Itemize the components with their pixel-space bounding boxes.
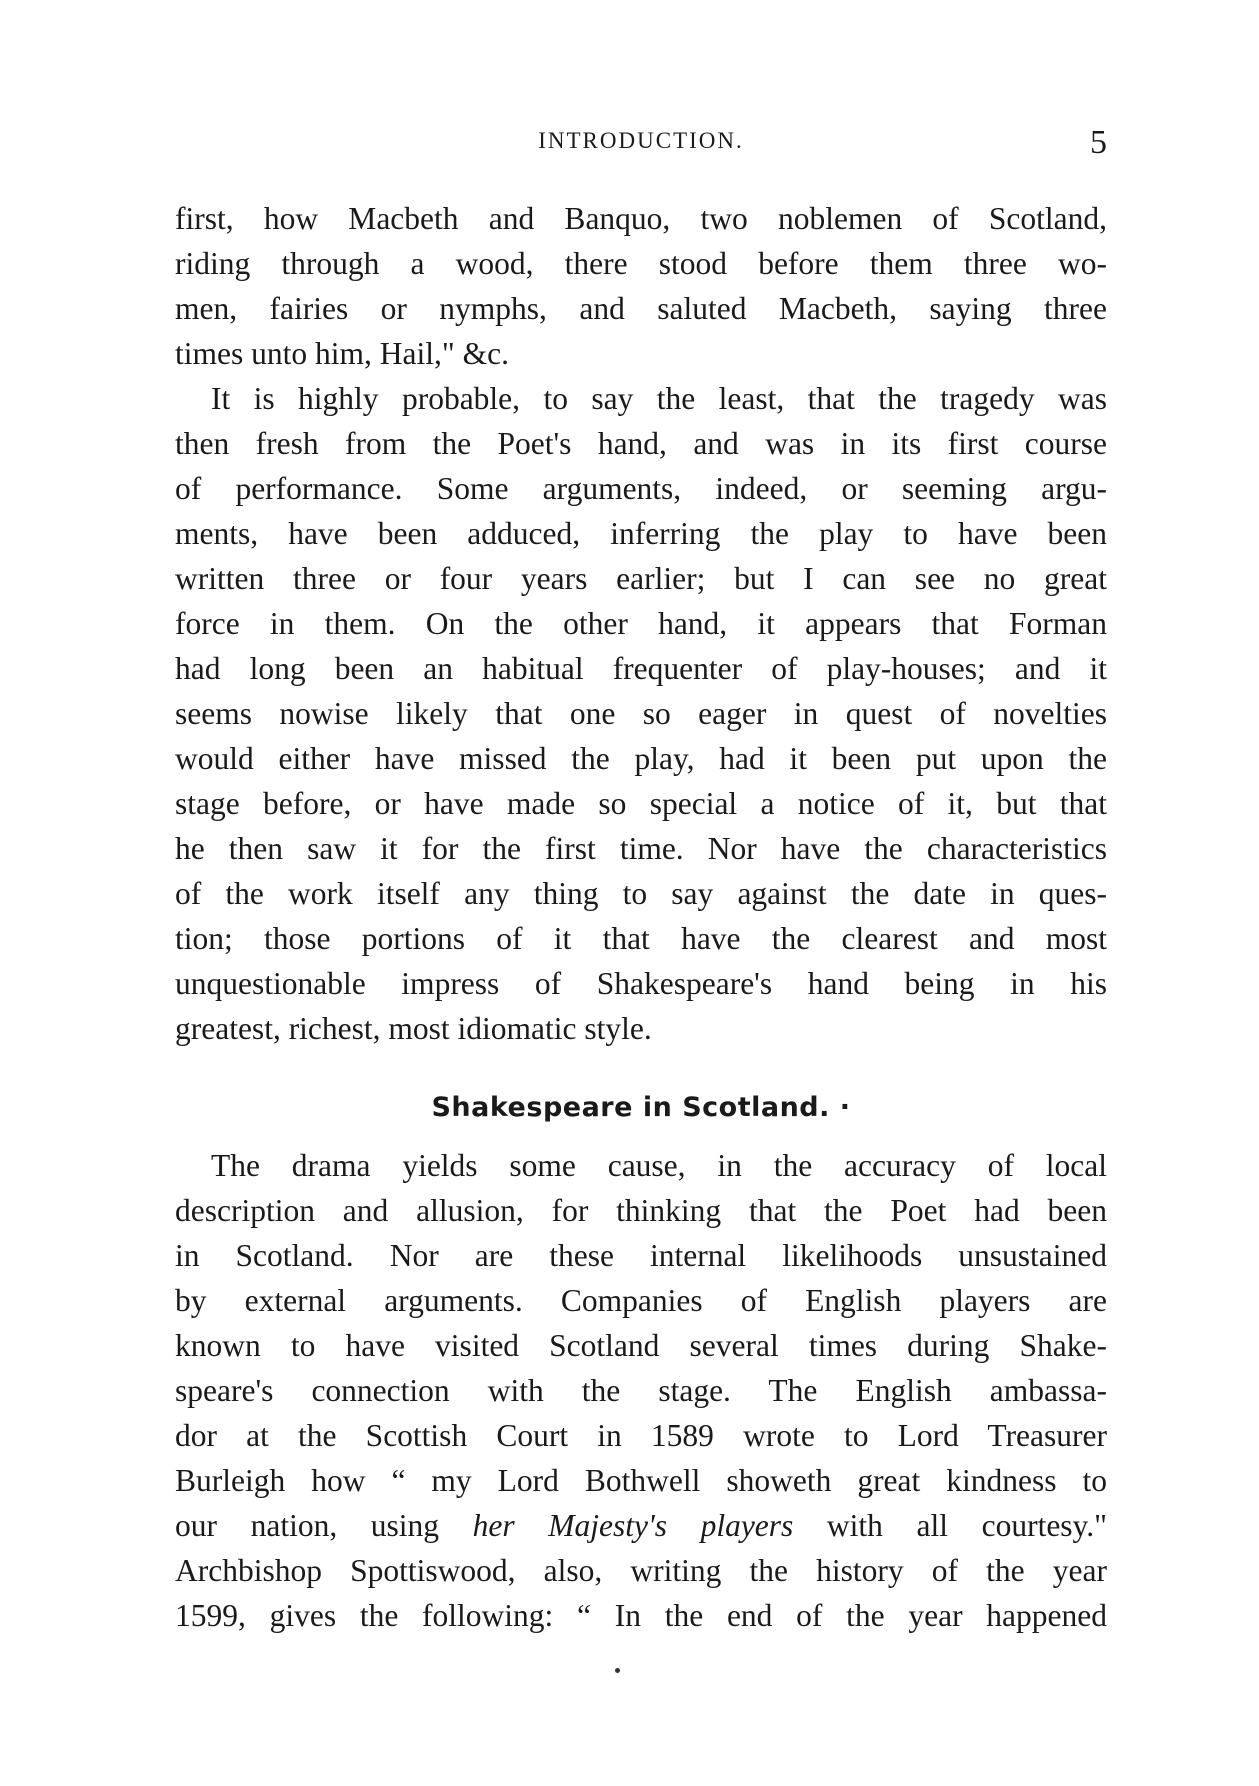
line-text-before-italic: our nation, using — [175, 1508, 473, 1543]
paragraph-3-line: speare's connection with the stage. The English ambassa- — [175, 1373, 1107, 1408]
paragraph-3-line: Archbishop Spottiswood, also, writing the history of the year — [175, 1553, 1107, 1588]
paragraph-3-line: description and allusion, for thinking that the Poet had been — [175, 1193, 1107, 1228]
paragraph-1-line: riding through a wood, there stood before them three wo- — [175, 246, 1107, 281]
paragraph-1-line: first, how Macbeth and Banquo, two noblemen of Scotland, — [175, 201, 1107, 236]
italic-phrase: her Majesty's players — [472, 1508, 794, 1543]
paragraph-2-line: written three or four years earlier; but I can see no great — [175, 561, 1107, 596]
paragraph-2-line: he then saw it for the first time. Nor have the characteristics — [175, 831, 1107, 866]
page-number: 5 — [1090, 124, 1107, 161]
paragraph-3-line: 1599, gives the following: “ In the end of the year happened — [175, 1598, 1107, 1633]
paragraph-2-line: It is highly probable, to say the least, that the tragedy was — [211, 381, 1107, 416]
paragraph-1-line: times unto him, Hail," &c. — [175, 336, 509, 371]
body-text — [175, 196, 1107, 1638]
running-title: INTRODUCTION. — [538, 128, 744, 153]
paragraph-2-line: stage before, or have made so special a notice of it, but that — [175, 786, 1107, 821]
paragraph-3-line: The drama yields some cause, in the accuracy of local — [211, 1148, 1107, 1183]
paragraph-2-line: ments, have been adduced, inferring the play to have been — [175, 516, 1107, 551]
print-speck — [615, 1668, 620, 1673]
paragraph-2-line: tion; those portions of it that have the clearest and most — [175, 921, 1107, 956]
paragraph-3-line-with-italic — [175, 1503, 1107, 1548]
paragraph-3-line: Burleigh how “ my Lord Bothwell showeth great kindness to — [175, 1463, 1107, 1498]
paragraph-2-line: would either have missed the play, had it been put upon the — [175, 741, 1107, 776]
paragraph-1-line: men, fairies or nymphs, and saluted Macbeth, saying three — [175, 291, 1107, 326]
paragraph-3-line: by external arguments. Companies of English players are — [175, 1283, 1107, 1318]
paragraph-2-line: had long been an habitual frequenter of play-houses; and it — [175, 651, 1107, 686]
paragraph-3-line: in Scotland. Nor are these internal likelihoods unsustained — [175, 1238, 1107, 1273]
running-head — [175, 124, 1107, 164]
paragraph-2-line: force in them. On the other hand, it appears that Forman — [175, 606, 1107, 641]
paragraph-2-line: of performance. Some arguments, indeed, or seeming argu- — [175, 471, 1107, 506]
paragraph-3-line: dor at the Scottish Court in 1589 wrote to Lord Treasurer — [175, 1418, 1107, 1453]
paragraph-2-line: unquestionable impress of Shakespeare's hand being in his — [175, 966, 1107, 1001]
paragraph-3-line: known to have visited Scotland several times during Shake- — [175, 1328, 1107, 1363]
line-text-after-italic: with all courtesy." — [793, 1508, 1107, 1543]
section-heading: Shakespeare in Scotland. · — [431, 1092, 851, 1123]
paragraph-2-line: seems nowise likely that one so eager in quest of novelties — [175, 696, 1107, 731]
paragraph-2-line: of the work itself any thing to say against the date in ques- — [175, 876, 1107, 911]
paragraph-2-line: then fresh from the Poet's hand, and was in its first course — [175, 426, 1107, 461]
paragraph-2-line: greatest, richest, most idiomatic style. — [175, 1011, 652, 1046]
